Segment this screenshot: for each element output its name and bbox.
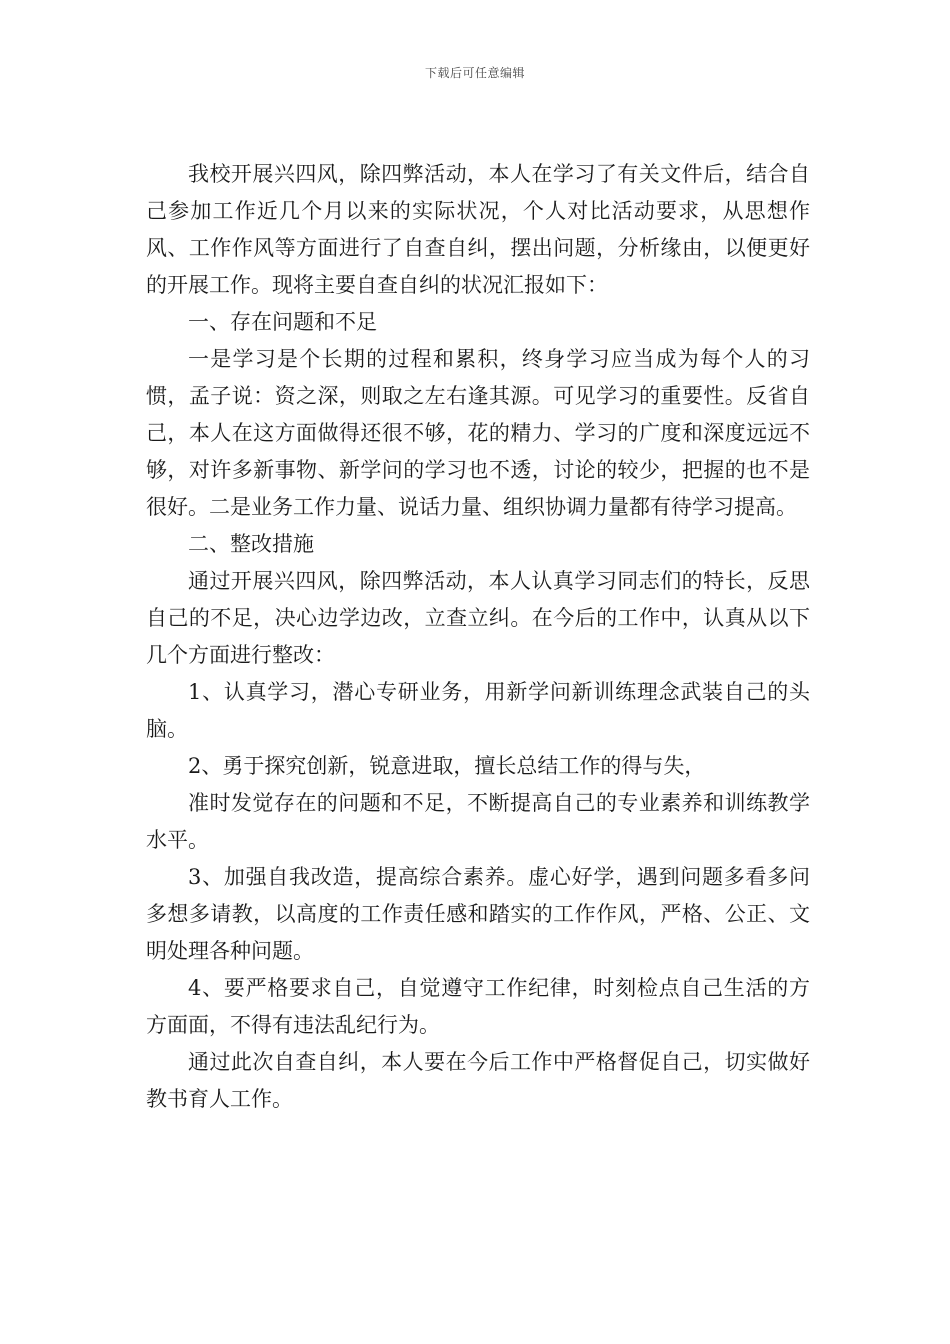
paragraph-conclusion: 通过此次自查自纠，本人要在今后工作中严格督促自己，切实做好教书育人工作。 (146, 1050, 810, 1111)
list-item-1: 1、认真学习，潜心专研业务，用新学问新训练理念武装自己的头脑。 (146, 680, 810, 741)
section-heading-measures: 二、整改措施 (188, 532, 314, 556)
header-note: 下载后可任意编辑 (424, 66, 525, 80)
list-item-2-continued: 准时发觉存在的问题和不足，不断提高自己的专业素养和训练教学水平。 (146, 791, 810, 852)
list-item-3: 3、加强自我改造，提高综合素养。虚心好学，遇到问题多看多问多想多请教，以高度的工作责任感和踏实的工作作风，严格、公正、文明处理各种问题。 (146, 865, 810, 963)
paragraph-intro: 我校开展兴四风，除四弊活动，本人在学习了有关文件后，结合自己参加工作近几个月以来的实际状况，个人对比活动要求，从思想作风、工作作风等方面进行了自查自纠，摆出问题，分析缘由，以便更好的开展工作。现将主要自查自纠的状况汇报如下： (146, 162, 810, 297)
paragraph-problems: 一是学习是个长期的过程和累积，终身学习应当成为每个人的习惯，孟子说：资之深，则取之左右逢其源。可见学习的重要性。反省自己，本人在这方面做得还很不够，花的精力、学习的广度和深度远远不够，对许多新事物、新学问的学习也不透，讨论的较少，把握的也不是很好。二是业务工作力量、说话力量、组织协调力量都有待学习提高。 (146, 347, 810, 519)
section-heading-problems: 一、存在问题和不足 (188, 310, 377, 334)
list-item-4: 4、要严格要求自己，自觉遵守工作纪律，时刻检点自己生活的方方面面，不得有违法乱纪行为。 (146, 976, 810, 1037)
list-item-2: 2、勇于探究创新，锐意进取，擅长总结工作的得与失， (188, 754, 706, 778)
paragraph-measures-intro: 通过开展兴四风，除四弊活动，本人认真学习同志们的特长，反思自己的不足，决心边学边改，立查立纠。在今后的工作中，认真从以下几个方面进行整改： (146, 569, 810, 667)
document-body (146, 156, 810, 1118)
